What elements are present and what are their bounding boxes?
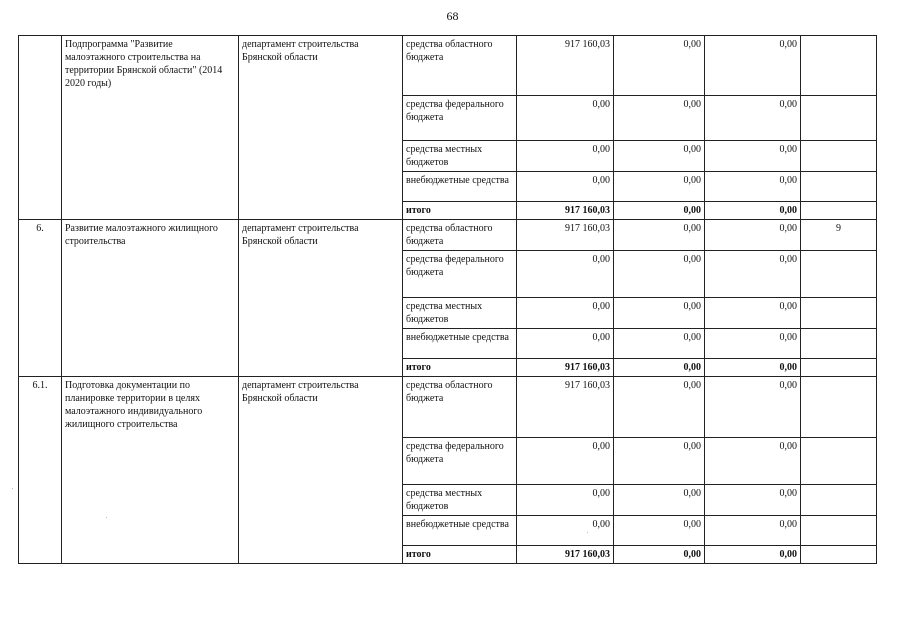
indicator-cell xyxy=(801,516,877,546)
funding-source-label: средства местных бюджетов xyxy=(403,298,517,329)
indicator-cell: 9 xyxy=(801,220,877,251)
amount-cell: 917 160,03 xyxy=(517,546,614,564)
amount-cell: 0,00 xyxy=(517,438,614,485)
amount-cell: 0,00 xyxy=(614,251,705,298)
indicator-cell xyxy=(801,251,877,298)
scan-speck xyxy=(12,488,13,489)
amount-cell: 0,00 xyxy=(517,485,614,516)
amount-cell: 0,00 xyxy=(705,36,801,96)
amount-cell: 0,00 xyxy=(517,298,614,329)
item-name: Развитие малоэтажного жилищного строительства xyxy=(62,220,239,377)
item-number: 6. xyxy=(19,220,62,377)
funding-source-label: итого xyxy=(403,359,517,377)
amount-cell: 917 160,03 xyxy=(517,377,614,438)
amount-cell: 0,00 xyxy=(614,377,705,438)
indicator-cell xyxy=(801,329,877,359)
amount-cell: 0,00 xyxy=(705,220,801,251)
amount-cell: 0,00 xyxy=(517,141,614,172)
funding-source-label: средства федерального бюджета xyxy=(403,438,517,485)
amount-cell: 917 160,03 xyxy=(517,36,614,96)
amount-cell: 917 160,03 xyxy=(517,220,614,251)
amount-cell: 0,00 xyxy=(614,172,705,202)
responsible-department: департамент строительства Брянской области xyxy=(239,377,403,564)
amount-cell: 0,00 xyxy=(705,438,801,485)
amount-cell: 0,00 xyxy=(614,141,705,172)
amount-cell: 0,00 xyxy=(614,485,705,516)
amount-cell: 0,00 xyxy=(705,202,801,220)
amount-cell: 0,00 xyxy=(705,377,801,438)
amount-cell: 0,00 xyxy=(614,329,705,359)
amount-cell: 0,00 xyxy=(614,298,705,329)
indicator-cell xyxy=(801,172,877,202)
funding-source-label: внебюджетные средства xyxy=(403,172,517,202)
amount-cell: 0,00 xyxy=(517,516,614,546)
indicator-cell xyxy=(801,202,877,220)
indicator-cell xyxy=(801,485,877,516)
item-number: 6.1. xyxy=(19,377,62,564)
indicator-cell xyxy=(801,438,877,485)
indicator-cell xyxy=(801,36,877,96)
amount-cell: 0,00 xyxy=(705,546,801,564)
amount-cell: 0,00 xyxy=(705,141,801,172)
indicator-cell xyxy=(801,359,877,377)
table-row xyxy=(19,220,877,251)
amount-cell: 0,00 xyxy=(614,516,705,546)
amount-cell: 0,00 xyxy=(705,359,801,377)
budget-table xyxy=(18,35,877,564)
amount-cell: 0,00 xyxy=(517,329,614,359)
funding-source-label: средства местных бюджетов xyxy=(403,141,517,172)
responsible-department: департамент строительства Брянской области xyxy=(239,220,403,377)
item-number xyxy=(19,36,62,220)
amount-cell: 0,00 xyxy=(705,329,801,359)
amount-cell: 0,00 xyxy=(705,251,801,298)
amount-cell: 0,00 xyxy=(705,516,801,546)
item-name: Подготовка документации по планировке территории в целях малоэтажного индивидуального жилищного строительства xyxy=(62,377,239,564)
amount-cell: 917 160,03 xyxy=(517,202,614,220)
amount-cell: 0,00 xyxy=(517,96,614,141)
amount-cell: 0,00 xyxy=(705,96,801,141)
funding-source-label: средства областного бюджета xyxy=(403,36,517,96)
amount-cell: 0,00 xyxy=(705,298,801,329)
amount-cell: 0,00 xyxy=(705,172,801,202)
funding-source-label: внебюджетные средства xyxy=(403,329,517,359)
table-row xyxy=(19,377,877,438)
page-number: 68 xyxy=(446,9,459,23)
responsible-department: департамент строительства Брянской области xyxy=(239,36,403,220)
scan-speck xyxy=(106,517,107,518)
amount-cell: 917 160,03 xyxy=(517,359,614,377)
funding-source-label: средства местных бюджетов xyxy=(403,485,517,516)
funding-source-label: внебюджетные средства xyxy=(403,516,517,546)
indicator-cell xyxy=(801,546,877,564)
amount-cell: 0,00 xyxy=(614,359,705,377)
amount-cell: 0,00 xyxy=(614,546,705,564)
indicator-cell xyxy=(801,141,877,172)
item-name: Подпрограмма "Развитие малоэтажного строительства на территории Брянской области" (2014 2020 годы) xyxy=(62,36,239,220)
amount-cell: 0,00 xyxy=(614,202,705,220)
funding-source-label: итого xyxy=(403,546,517,564)
indicator-cell xyxy=(801,96,877,141)
indicator-cell xyxy=(801,377,877,438)
funding-source-label: средства федерального бюджета xyxy=(403,251,517,298)
funding-source-label: итого xyxy=(403,202,517,220)
amount-cell: 0,00 xyxy=(614,36,705,96)
amount-cell: 0,00 xyxy=(614,438,705,485)
amount-cell: 0,00 xyxy=(614,220,705,251)
amount-cell: 0,00 xyxy=(517,251,614,298)
table-row xyxy=(19,36,877,96)
amount-cell: 0,00 xyxy=(517,172,614,202)
scan-speck xyxy=(587,532,588,533)
funding-source-label: средства областного бюджета xyxy=(403,220,517,251)
amount-cell: 0,00 xyxy=(614,96,705,141)
indicator-cell xyxy=(801,298,877,329)
amount-cell: 0,00 xyxy=(705,485,801,516)
funding-source-label: средства областного бюджета xyxy=(403,377,517,438)
funding-source-label: средства федерального бюджета xyxy=(403,96,517,141)
